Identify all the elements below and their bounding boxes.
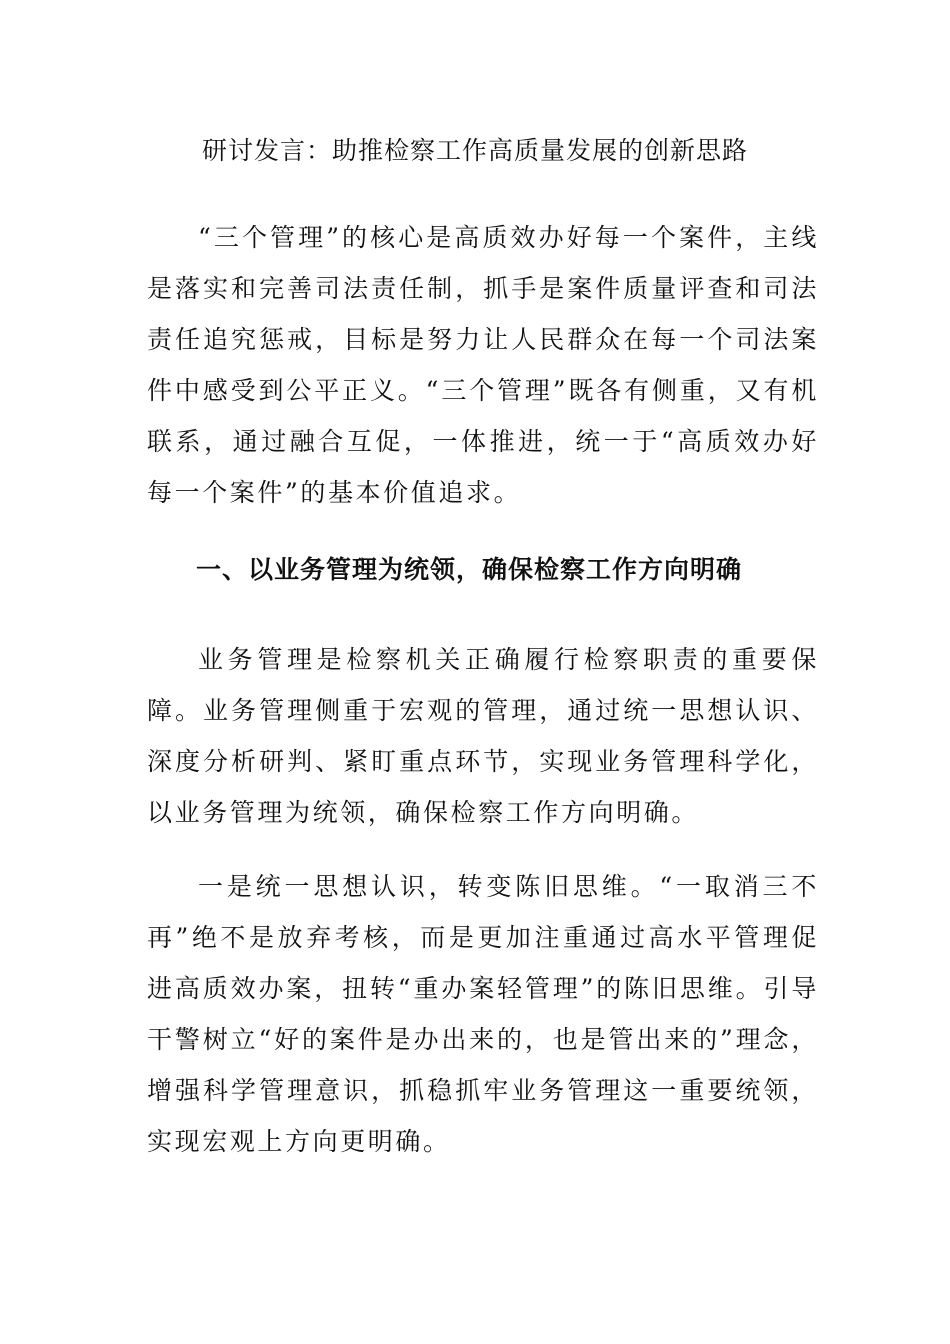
section-paragraph-2: 一是统一思想认识，转变陈旧思维。“一取消三不再”绝不是放弃考核，而是更加注重通过高水平管理促进高质效办案，扭转“重办案轻管理”的陈旧思维。引导干警树立“好的案件是办出来的，也是管出来的”理念，增强科学管理意识，抓稳抓牢业务管理这一重要统领，实现宏观上方向更明确。 [147, 872, 819, 1156]
section-heading: 一、以业务管理为统领，确保检察工作方向明确 [196, 555, 743, 584]
document-title: 研讨发言：助推检察工作高质量发展的创新思路 [201, 136, 748, 165]
intro-paragraph: “三个管理”的核心是高质效办好每一个案件，主线是落实和完善司法责任制，抓手是案件质量评查和司法责任追究惩戒，目标是努力让人民群众在每一个司法案件中感受到公平正义。“三个管理”既各有侧重，又有机联系，通过融合互促，一体推进，统一于“高质效办好每一个案件”的基本价值追求。 [147, 223, 819, 507]
section-paragraph-1: 业务管理是检察机关正确履行检察职责的重要保障。业务管理侧重于宏观的管理，通过统一思想认识、深度分析研判、紧盯重点环节，实现业务管理科学化，以业务管理为统领，确保检察工作方向明确。 [147, 645, 819, 827]
